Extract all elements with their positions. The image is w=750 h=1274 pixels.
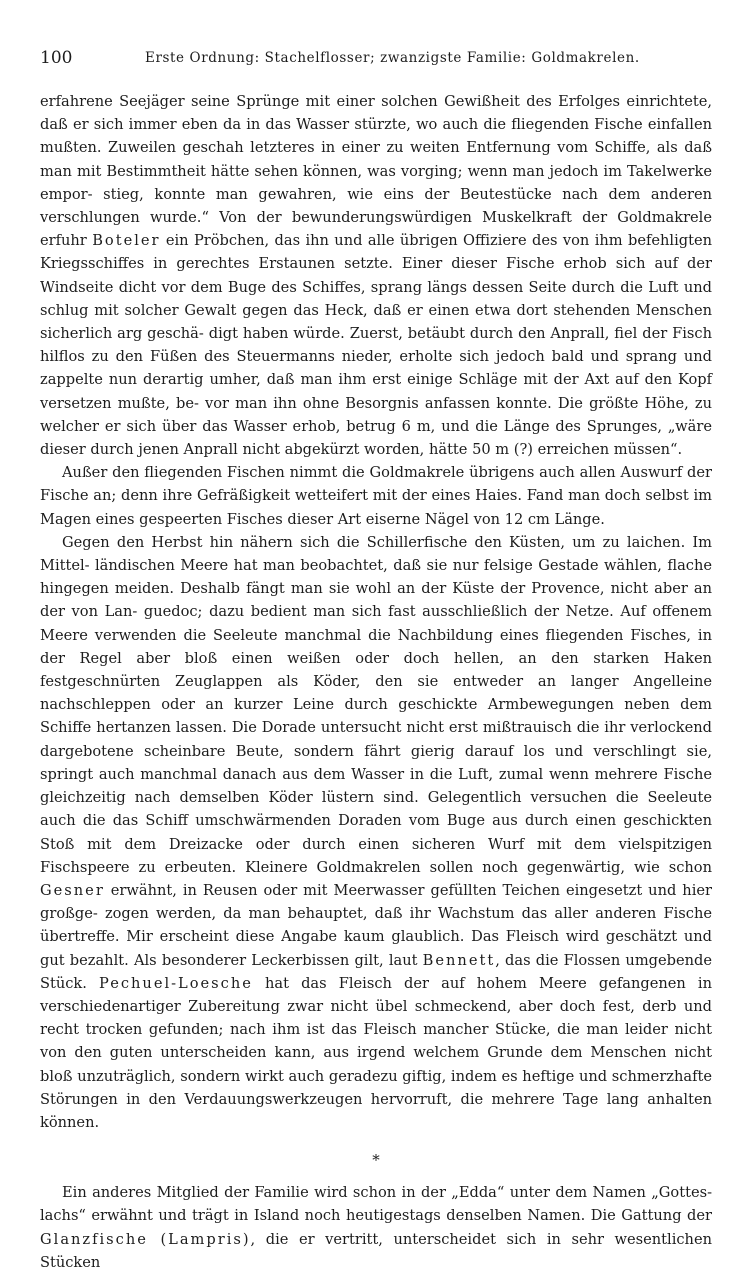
paragraph-lampris [40,1181,712,1274]
section-separator: * [372,1151,380,1170]
page-number: 100 [40,48,73,68]
running-head: Erste Ordnung: Stachelflosser; zwanzigste Familie: Goldmakrelen. [145,50,640,66]
text-run: ein Pröbchen, das ihn und alle übrigen Offiziere des von ihm befehligten Kriegsschiffes in gerechtes Erstaunen setzte. Einer dieser Fische erhob sich auf der Windseite dicht vor dem Buge des Schiffes, sprang längs dessen Seite durch die Luft und schlug mit solcher Gewalt gegen das Heck, daß er einen etwa dort stehenden Menschen sicherlich arg geschä- digt haben würde. Zuerst, betäubt durch den Anprall, fiel der Fisch hilflos zu den Füßen des Steuermanns nieder, erholte sich jedoch bald und sprang und zappelte nun derartig umher, daß man ihm erst einige Schläge mit der Axt auf den Kopf versetzen mußte, be- vor man ihn ohne Besorgnis anfassen konnte. Die größte Höhe, zu welcher er sich über das Wasser erhob, betrug 6 m, und die Länge des Sprunges, „wäre dieser durch jenen Anprall nicht abgekürzt worden, hätte 50 m (?) erreichen müssen“. [40,232,712,459]
text-run: , das die Flossen umgebende Stück. [40,951,712,992]
paragraph-spawning-fishing [40,531,712,1134]
text-run: Gegen den Herbst hin nähern sich die Schillerfische den Küsten, um zu laichen. Im Mittel- ländischen Meere hat man beobachtet, daß sie nur felsige Gestade wählen, flache hingegen meiden. Deshalb fängt man sie wohl an der Küste der Provence, nicht aber an der von Lan- guedoc; dazu bedient man sich fast ausschließlich der Netze. Auf offenem Meere verwenden die Seeleute manchmal die Nachbildung eines fliegenden Fisches, in der Regel aber bloß einen weißen oder doch hellen, an den starken Haken festgeschnürten Zeuglappen als Köder, den sie entweder an langer Angelleine nachschleppen oder an kurzer Leine durch geschickte Armbewegungen neben dem Schiffe hertanzen lassen. Die Dorade untersucht nicht erst mißtrauisch die ihr verlockend dargebotene scheinbare Beute, sondern fährt gierig darauf los und verschlingt sie, springt auch manchmal danach aus dem Wasser in die Luft, zumal wenn mehrere Fische gleichzeitig nach demselben Köder lüstern sind. Gelegentlich versuchen die Seeleute auch die das Schiff umschwärmenden Doraden vom Buge aus durch einen geschickten Stoß mit dem Dreizacke oder durch einen sicheren Wurf mit dem vielspitzigen Fischspeere zu erbeuten. Kleinere Goldmakrelen sollen noch gegenwärtig, wie schon [40,533,712,876]
text-run: Außer den fliegenden Fischen nimmt die Goldmakrele übrigens auch allen Auswurf der Fische an; denn ihre Gefräßigkeit wetteifert mit der eines Haies. Fand man doch selbst im Magen eines gespeerten Fisches dieser Art eiserne Nägel von 12 cm Länge. [40,464,712,528]
text-run: hat das Fleisch der auf hohem Meere gefangenen in verschiedenartiger Zubereitung zwar nicht übel schmeckend, aber doch fest, derb und recht trocken gefunden; nach ihm ist das Fleisch mancher Stücke, die man leider nicht von den guten unterscheiden kann, aus irgend welchem Grunde dem Menschen nicht bloß unzuträglich, sondern wirkt auch geradezu giftig, indem es heftige und schmerzhafte Störungen in den Verdauungswerkzeugen hervorruft, die mehrere Tage lang anhalten können. [40,974,712,1131]
paragraph-feeding [40,461,712,531]
paragraph-continuation [40,90,712,461]
text-run: , die er vertritt, unterscheidet sich in sehr wesentlichen Stücken [40,1230,712,1271]
person-name-gesner: Gesner [40,881,105,899]
person-name-pechuel-loesche: Pechuel-Loesche [99,974,253,992]
text-run: Ein anderes Mitglied der Familie wird schon in der „Edda“ unter dem Namen „Gottes- lachs“ erwähnt und trägt in Island noch heutigestags denselben Namen. Die Gattung der [40,1184,712,1225]
genus-name-lampris: Glanzfische (Lampris) [40,1230,251,1248]
page-header [40,48,710,72]
person-name-boteler: Boteler [92,232,161,250]
body-text [40,90,712,1274]
text-run: erfahrene Seejäger seine Sprünge mit einer solchen Gewißheit des Erfolges einrichtete, daß er sich immer eben da in das Wasser stürzte, wo auch die fliegenden Fische einfallen mußten. Zuweilen geschah letzteres in einer zu weiten Entfernung vom Schiffe, als daß man mit Bestimmtheit hätte sehen können, was vorging; wenn man jedoch im Takelwerke empor- stieg, konnte man gewahren, wie eins der Beutestücke nach dem anderen verschlungen wurde.“ Von der bewunderungswürdigen Muskelkraft der Goldmakrele erfuhr [40,93,712,250]
person-name-bennett: Bennett [422,951,496,969]
text-run: erwähnt, in Reusen oder mit Meerwasser gefüllten Teichen eingesetzt und hier großge- zogen werden, da man behauptet, daß ihr Wachstum das aller anderen Fische übertreffe. Mir erscheint diese Angabe kaum glaublich. Das Fleisch wird geschätzt und gut bezahlt. Als besonderer Leckerbissen gilt, laut [40,881,712,969]
